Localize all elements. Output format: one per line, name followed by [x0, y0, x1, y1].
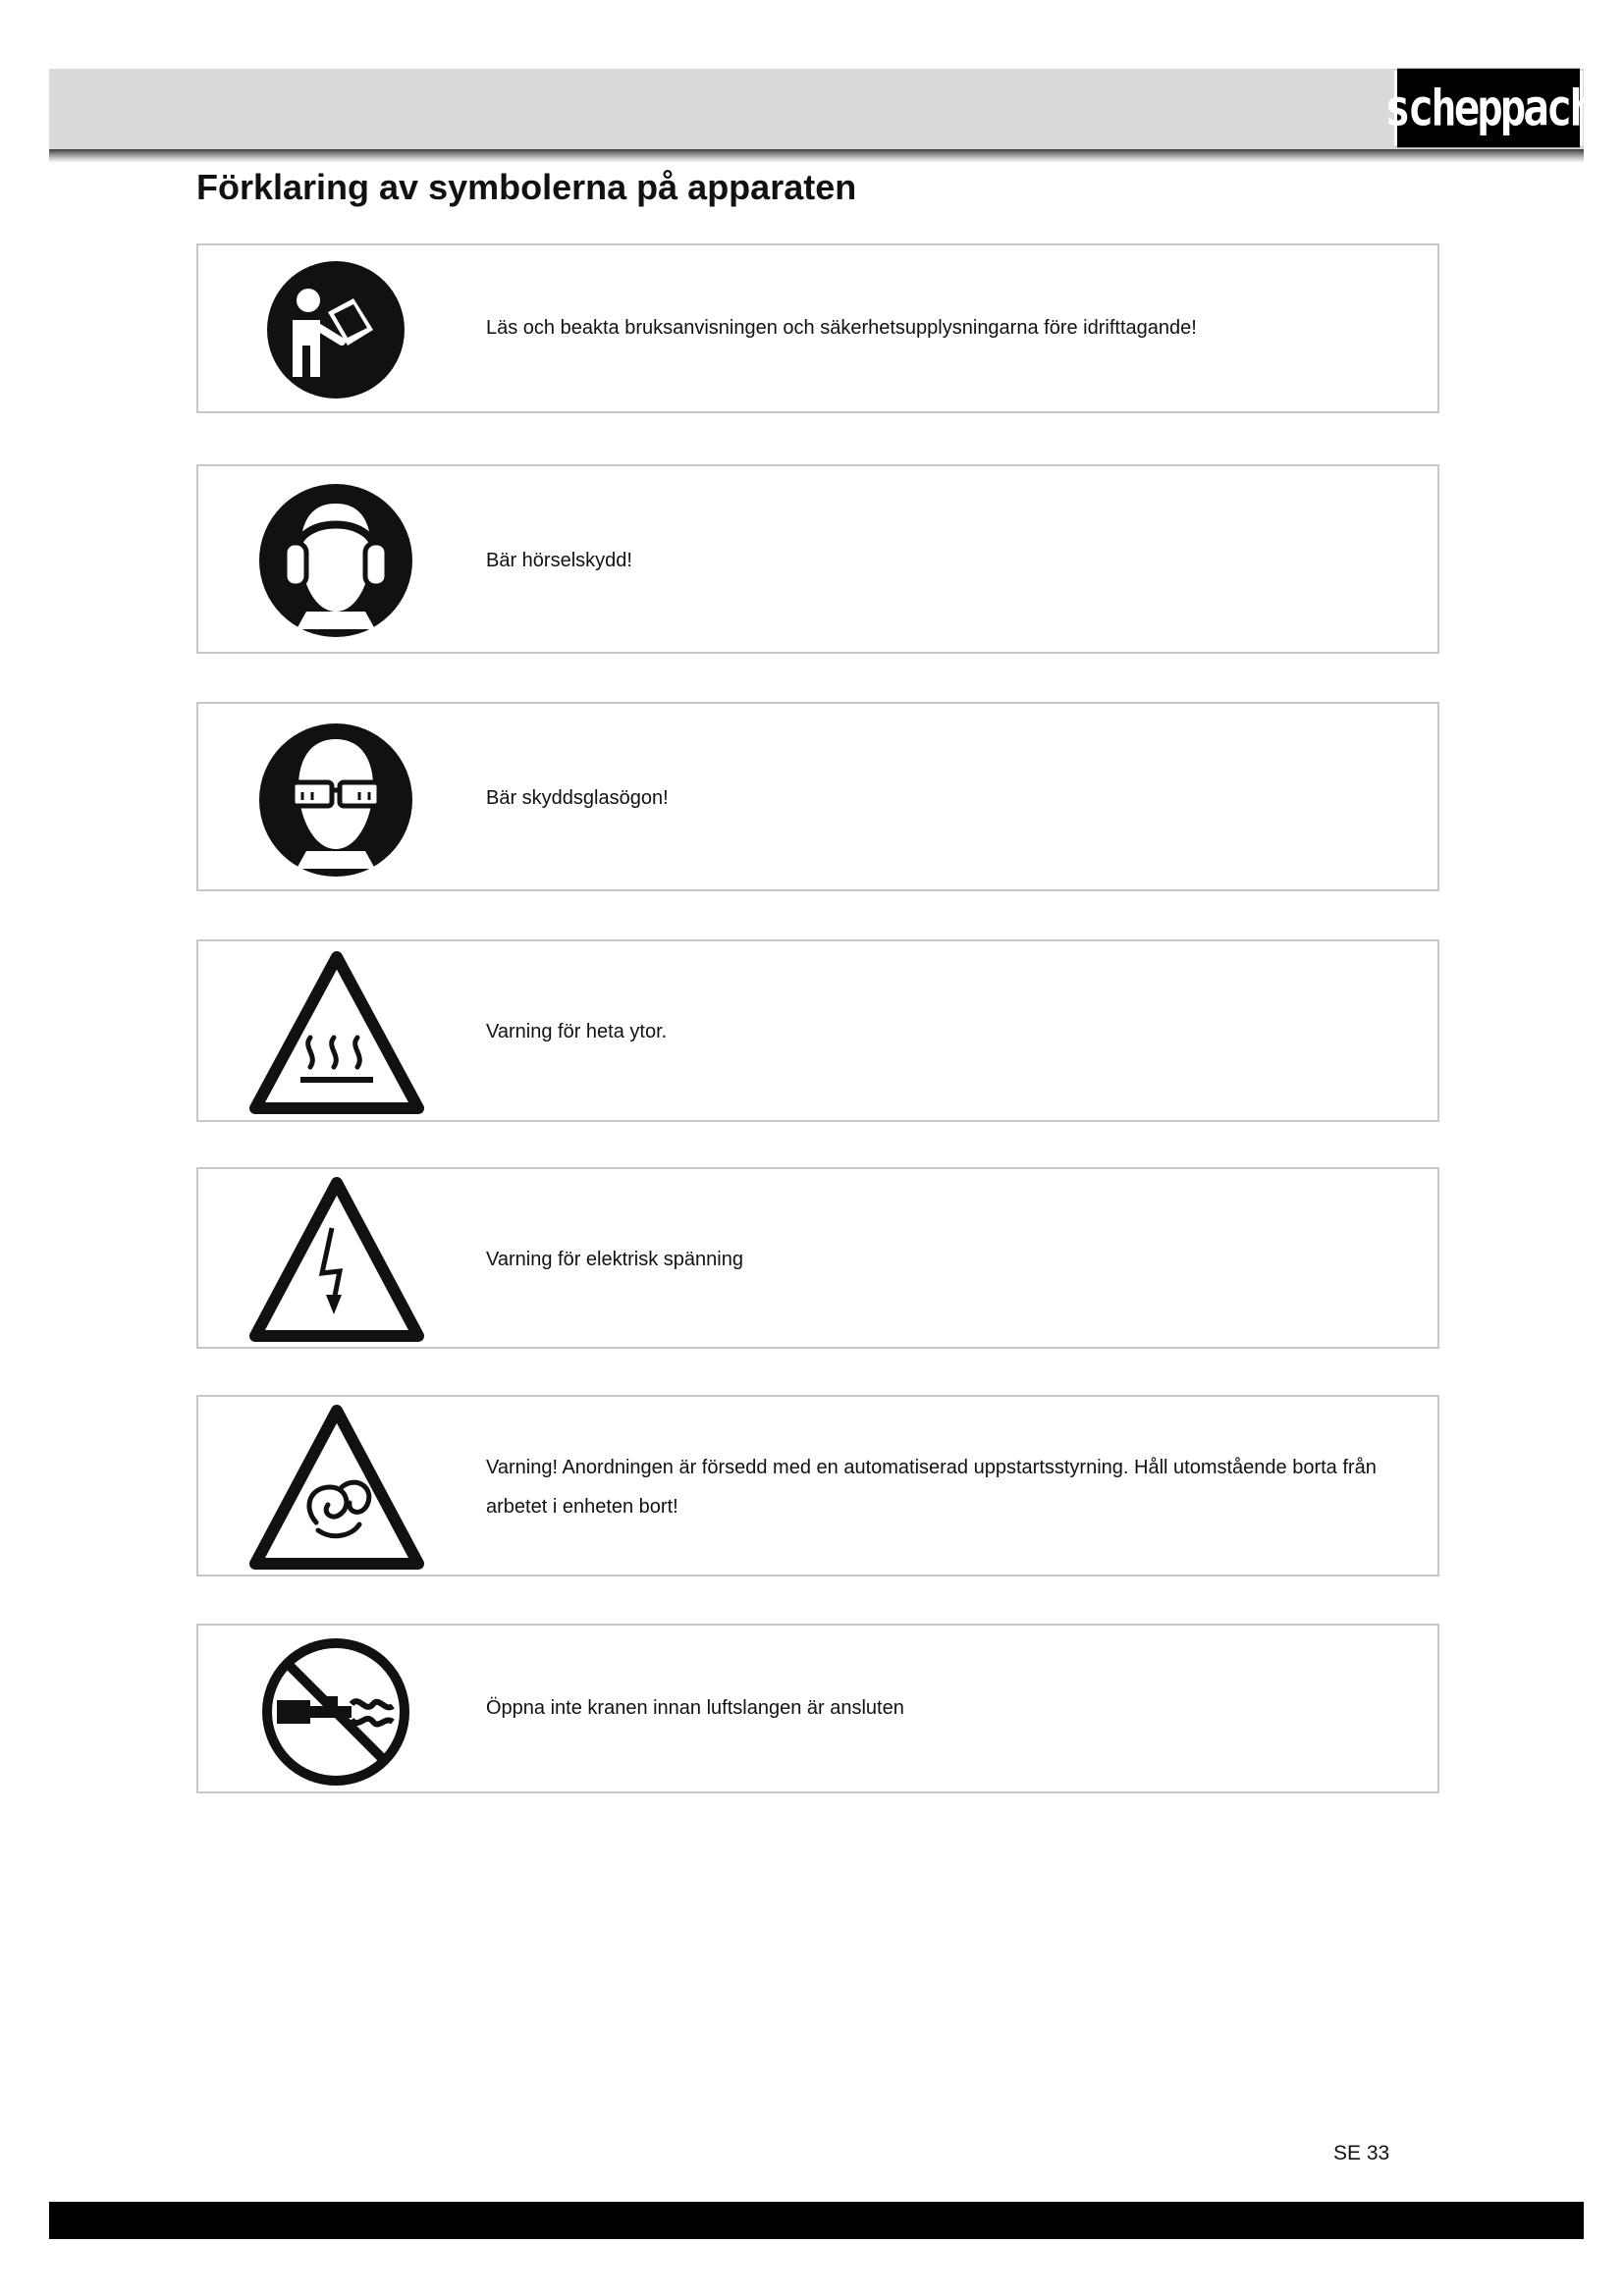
- page-number: SE 33: [1333, 2142, 1390, 2164]
- symbol-row: [196, 464, 1439, 654]
- symbol-row: [196, 243, 1439, 413]
- header-band: [49, 69, 1584, 151]
- symbol-row: [196, 1167, 1439, 1349]
- symbol-row: [196, 939, 1439, 1122]
- symbol-description: Bär skyddsglasögon!: [486, 787, 669, 809]
- no-open-valve-icon: [257, 1633, 414, 1790]
- symbol-description: Öppna inte kranen innan luftslangen är ansluten: [486, 1697, 904, 1719]
- symbol-description: Varning för heta ytor.: [486, 1021, 668, 1042]
- symbol-row: [196, 702, 1439, 891]
- brand-logo: [1384, 71, 1593, 145]
- read-manual-icon: [257, 251, 414, 408]
- automatic-start-warning-icon: [249, 1405, 424, 1572]
- page-title: Förklaring av symbolerna på apparaten: [196, 167, 857, 207]
- ear-protection-icon: [257, 482, 414, 639]
- brand-logo-text: scheppach: [1397, 69, 1580, 148]
- symbol-description: Varning för elektrisk spänning: [486, 1249, 743, 1270]
- symbol-description: Läs och beakta bruksanvisningen och säkerhetsupplysningarna före idrifttagande!: [486, 317, 1197, 339]
- symbol-row: [196, 1395, 1439, 1576]
- symbol-row: [196, 1624, 1439, 1793]
- footer-bar: [49, 2202, 1584, 2239]
- eye-protection-icon: [257, 721, 414, 879]
- header-shadow: [49, 149, 1584, 163]
- electric-voltage-warning-icon: [249, 1177, 424, 1344]
- symbol-description: Bär hörselskydd!: [486, 550, 632, 571]
- hot-surface-warning-icon: [249, 951, 424, 1116]
- symbol-description: Varning! Anordningen är försedd med en automatiserad uppstartsstyrning. Håll utomstående borta från arbetet i enheten bort!: [486, 1457, 1377, 1518]
